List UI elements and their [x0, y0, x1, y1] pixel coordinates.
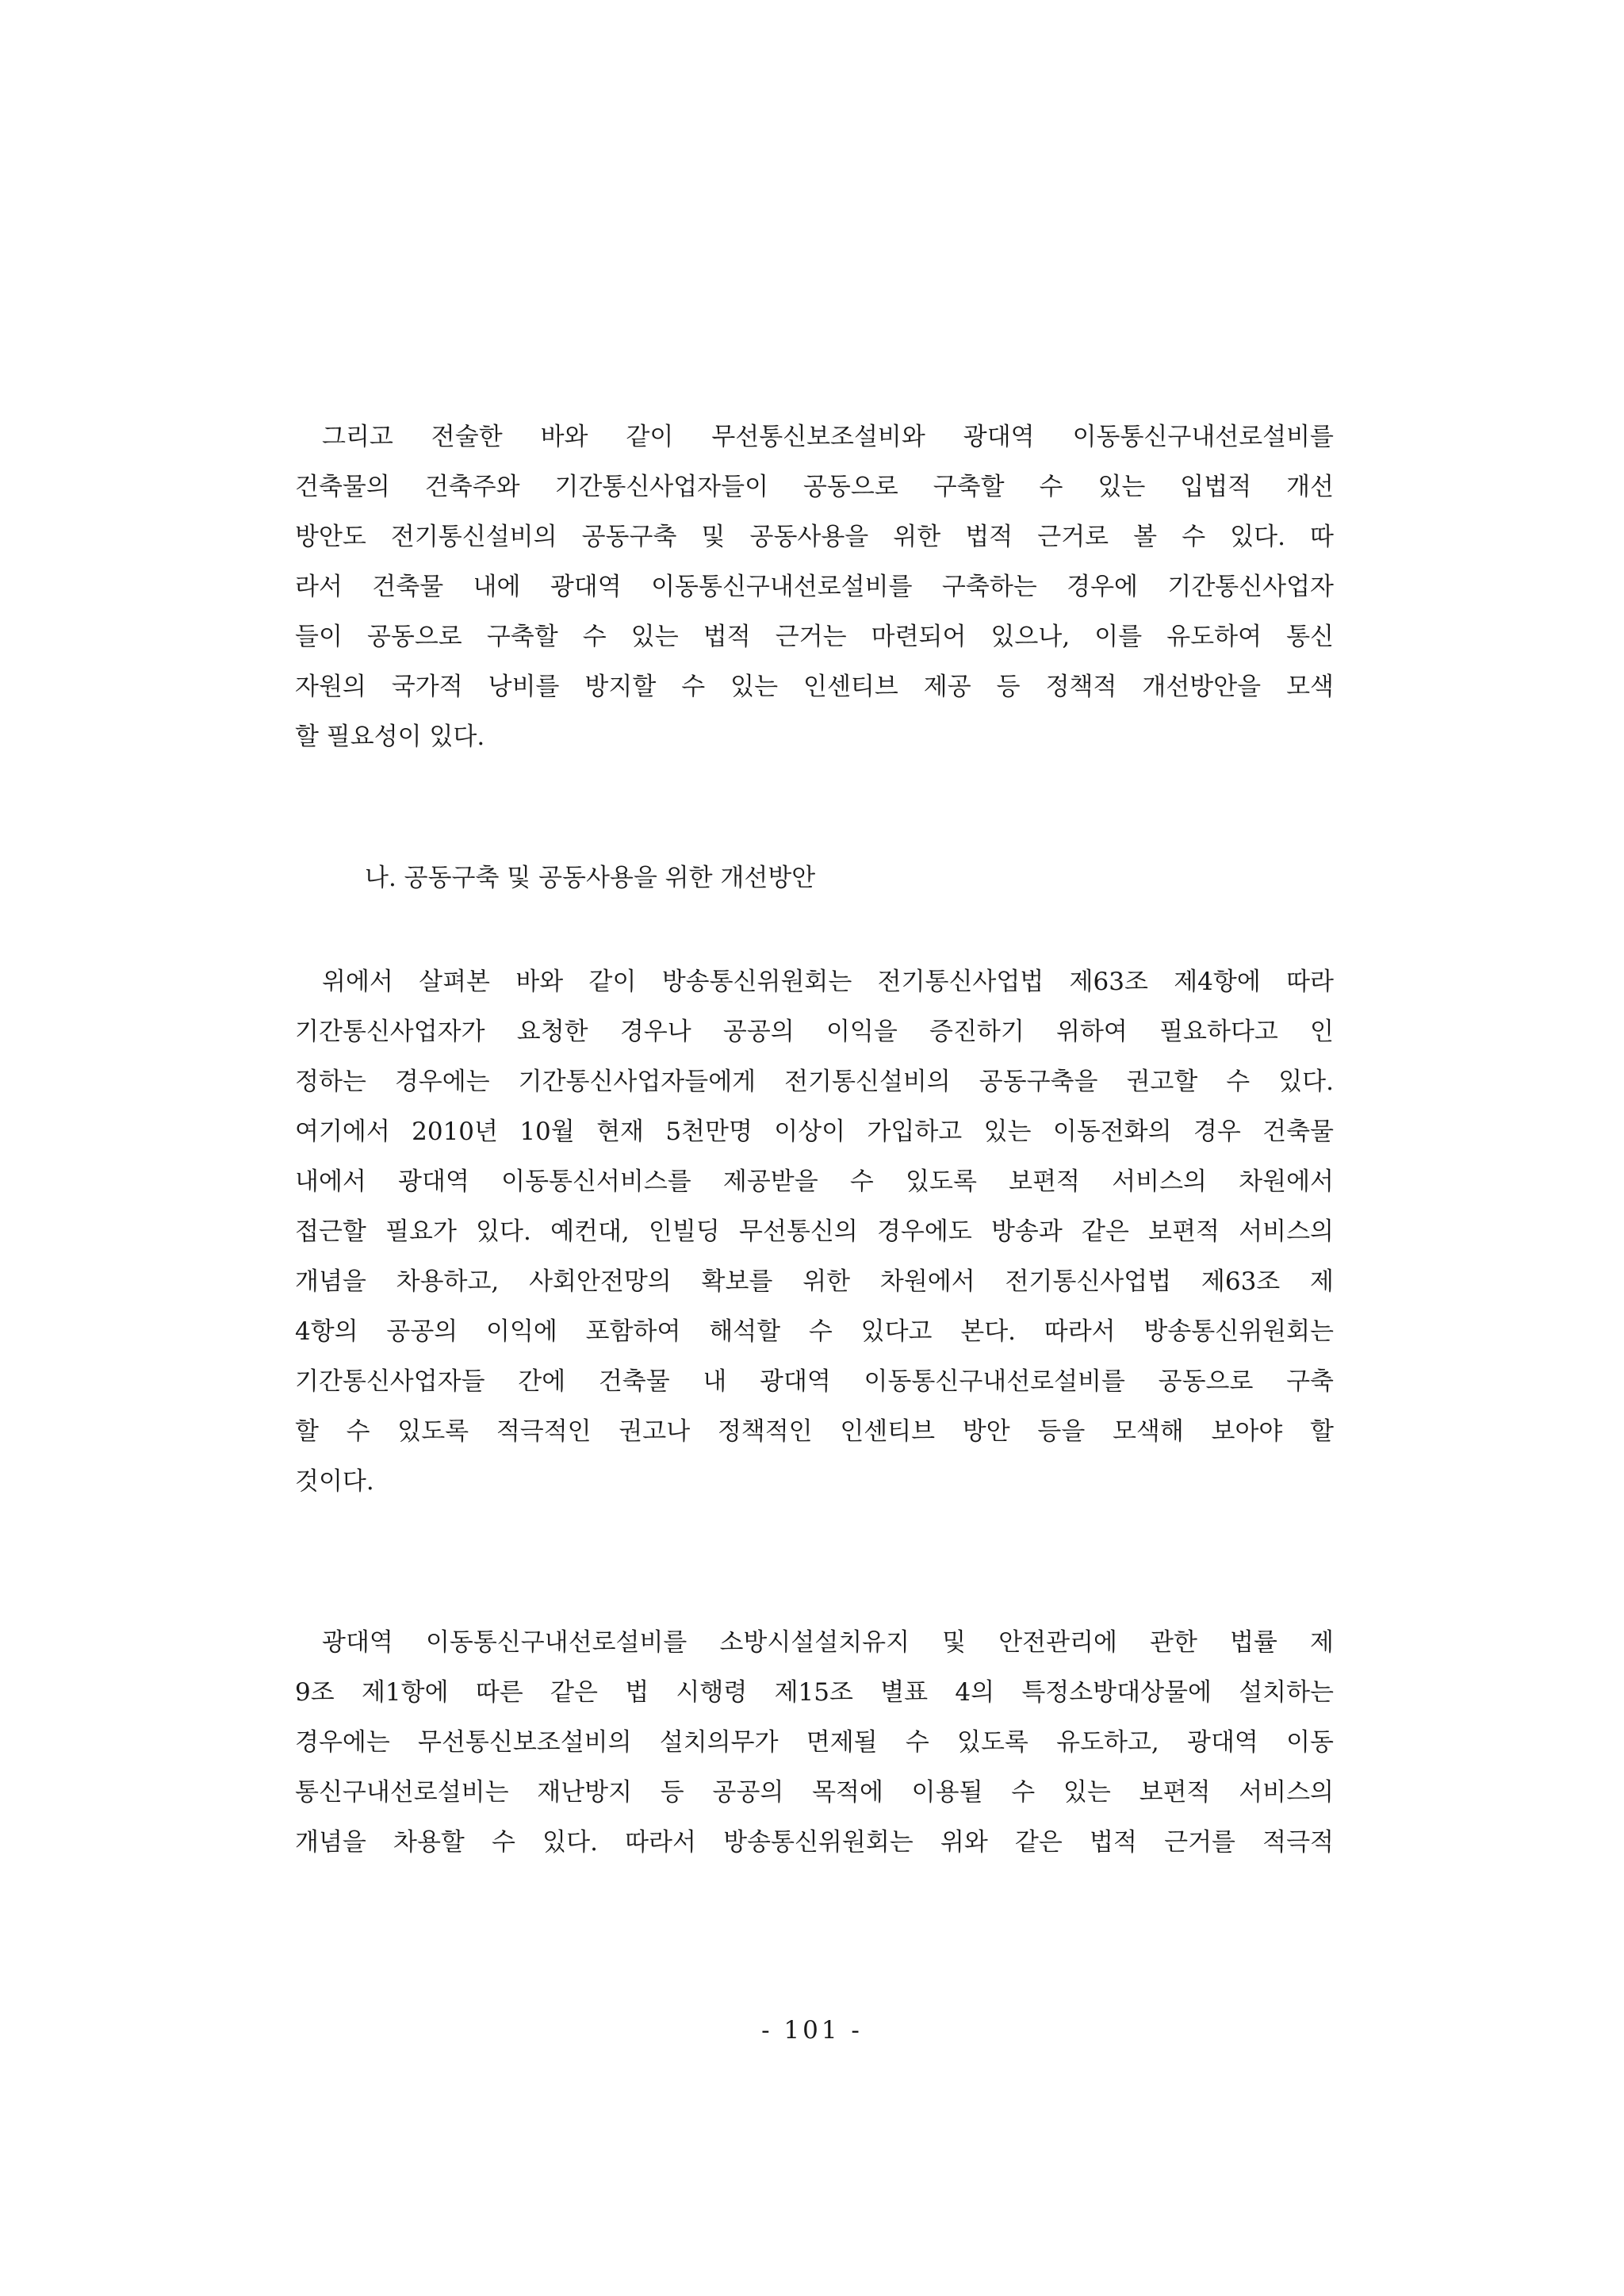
paragraph-1-line: 방안도 전기통신설비의 공동구축 및 공동사용을 위한 법적 근거로 볼 수 있다. 따 — [295, 523, 1334, 551]
paragraph-1-line: 라서 건축물 내에 광대역 이동통신구내선로설비를 구축하는 경우에 기간통신사업자 — [295, 573, 1334, 601]
paragraph-2-line: 위에서 살펴본 바와 같이 방송통신위원회는 전기통신사업법 제63조 제4항에 따라 — [322, 968, 1334, 996]
paragraph-1-line: 그리고 전술한 바와 같이 무선통신보조설비와 광대역 이동통신구내선로설비를 — [322, 423, 1334, 451]
paragraph-2-line: 4항의 공공의 이익에 포함하여 해석할 수 있다고 본다. 따라서 방송통신위원회는 — [295, 1317, 1334, 1346]
paragraph-1 — [295, 412, 1334, 762]
paragraph-3-line: 통신구내선로설비는 재난방지 등 공공의 목적에 이용될 수 있는 보편적 서비스의 — [295, 1778, 1334, 1807]
paragraph-1-line: 자원의 국가적 낭비를 방지할 수 있는 인센티브 제공 등 정책적 개선방안을 모색 — [295, 673, 1334, 701]
paragraph-2-line: 할 수 있도록 적극적인 권고나 정책적인 인센티브 방안 등을 모색해 보아야 할 — [295, 1417, 1334, 1446]
page-number: - 101 - — [761, 2016, 863, 2045]
paragraph-3-line: 9조 제1항에 따른 같은 법 시행령 제15조 별표 4의 특정소방대상물에 설치하는 — [295, 1678, 1334, 1707]
paragraph-3-line: 경우에는 무선통신보조설비의 설치의무가 면제될 수 있도록 유도하고, 광대역 이동 — [295, 1728, 1334, 1757]
paragraph-1-line: 들이 공동으로 구축할 수 있는 법적 근거는 마련되어 있으나, 이를 유도하여 통신 — [295, 623, 1334, 651]
section-heading: 나. 공동구축 및 공동사용을 위한 개선방안 — [365, 864, 816, 892]
paragraph-2-line: 기간통신사업자들 간에 건축물 내 광대역 이동통신구내선로설비를 공동으로 구축 — [295, 1367, 1334, 1396]
paragraph-2 — [295, 957, 1334, 1507]
paragraph-2-line: 기간통신사업자가 요청한 경우나 공공의 이익을 증진하기 위하여 필요하다고 인 — [295, 1018, 1334, 1046]
paragraph-2-line: 것이다. — [295, 1467, 374, 1496]
paragraph-2-line: 여기에서 2010년 10월 현재 5천만명 이상이 가입하고 있는 이동전화의 경우 건축물 — [295, 1117, 1334, 1146]
paragraph-3 — [295, 1618, 1334, 1868]
paragraph-1-line: 할 필요성이 있다. — [295, 723, 485, 751]
paragraph-2-line: 내에서 광대역 이동통신서비스를 제공받을 수 있도록 보편적 서비스의 차원에서 — [295, 1167, 1334, 1196]
paragraph-1-line: 건축물의 건축주와 기간통신사업자들이 공동으로 구축할 수 있는 입법적 개선 — [295, 473, 1334, 501]
paragraph-2-line: 개념을 차용하고, 사회안전망의 확보를 위한 차원에서 전기통신사업법 제63조 제 — [295, 1267, 1334, 1296]
paragraph-2-line: 정하는 경우에는 기간통신사업자들에게 전기통신설비의 공동구축을 권고할 수 있다. — [295, 1068, 1334, 1096]
paragraph-3-line: 광대역 이동통신구내선로설비를 소방시설설치유지 및 안전관리에 관한 법률 제 — [322, 1628, 1334, 1657]
paragraph-3-line: 개념을 차용할 수 있다. 따라서 방송통신위원회는 위와 같은 법적 근거를 적극적 — [295, 1828, 1334, 1857]
paragraph-2-line: 접근할 필요가 있다. 예컨대, 인빌딩 무선통신의 경우에도 방송과 같은 보편적 서비스의 — [295, 1217, 1334, 1246]
